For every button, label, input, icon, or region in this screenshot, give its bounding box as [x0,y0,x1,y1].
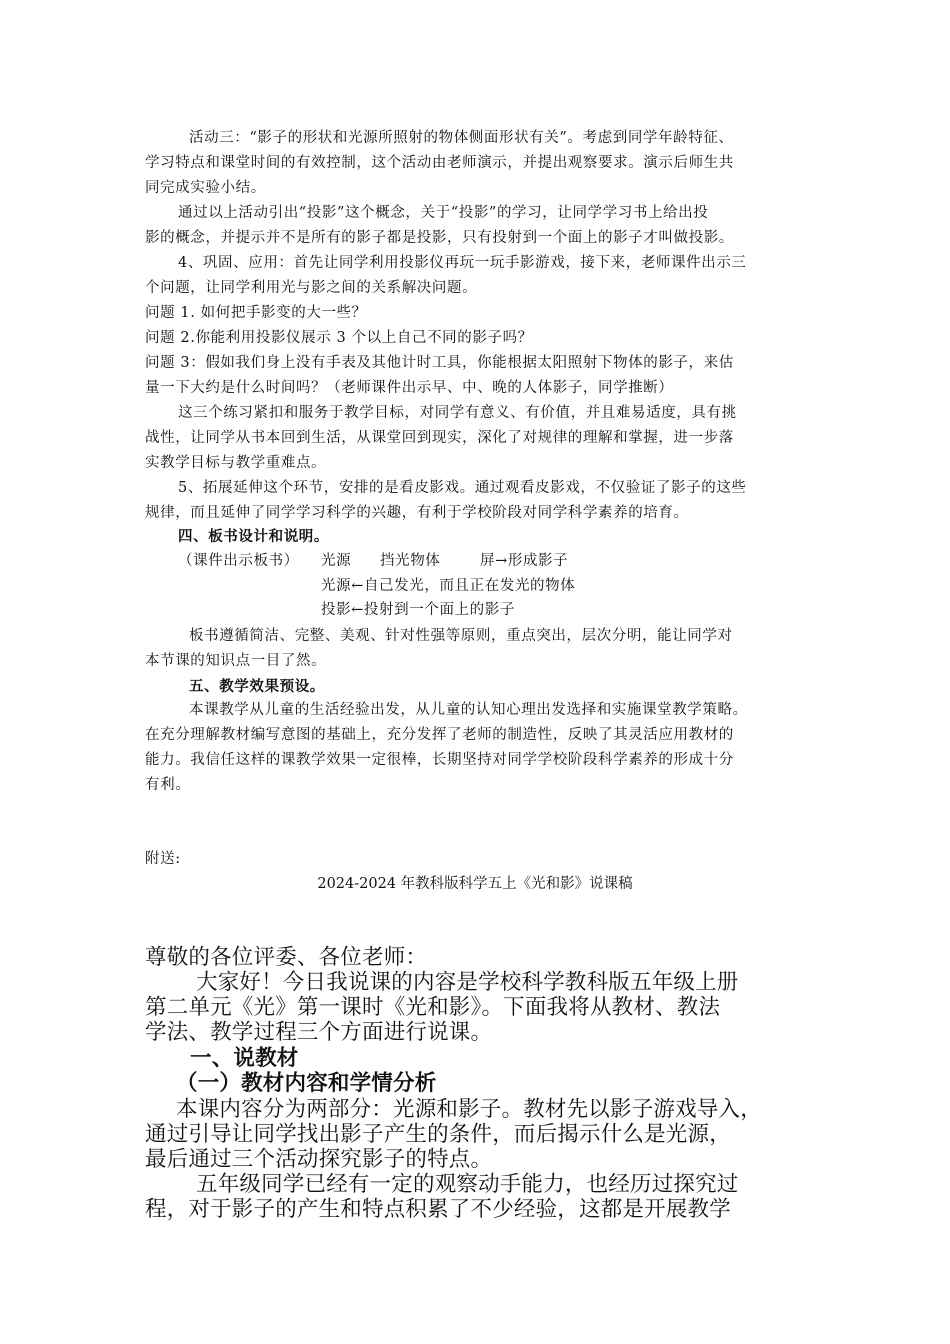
board-note-line1: 板书遵循简洁、完整、美观、针对性强等原则，重点突出，层次分明，能让同学对 [189,628,733,644]
intro-line3: 学法、教学过程三个方面进行说课。 [145,1020,493,1045]
heading-effect: 五、教学效果预设。 [189,678,325,695]
greeting: 尊敬的各位评委、各位老师： [145,945,428,970]
projection-line1: 通过以上活动引出“投影”这个概念，关于“投影”的学习，让同学学习书上给出投 [178,205,709,221]
board-label: （课件出示板书） [178,553,299,569]
analysis-line3: 最后通过三个活动探究影子的特点。 [145,1147,493,1172]
heading-content-analysis: （一）教材内容和学情分析 [176,1071,437,1096]
activity3-line3: 同完成实验小结。 [145,180,266,196]
activity3-line2: 学习特点和课堂时间的有效控制，这个活动由老师演示，并提出观察要求。演示后师生共 [145,155,734,171]
activity3-line1: 活动三：“影子的形状和光源所照射的物体侧面形状有关”。考虑到同学年龄特征、 [189,130,734,146]
board-row3: 投影←投射到一个面上的影子 [321,602,515,618]
exercise-line1: 这三个练习紧扣和服务于教学目标，对同学有意义、有价值，并且难易适度，具有挑 [178,405,737,421]
question-1: 问题 1. 如何把手影变的大一些？ [145,305,367,321]
students-line1: 五年级同学已经有一定的观察动手能力，也经历过探究过 [196,1172,739,1197]
effect-line2: 在充分理解教材编写意图的基础上，充分发挥了老师的制造性，反映了其灵活应用教材的 [145,727,734,743]
board-note-line2: 本节课的知识点一目了然。 [145,653,327,669]
exercise-line3: 实教学目标与教学重难点。 [145,455,327,471]
board-row2: 光源←自己发光，而且正在发光的物体 [321,578,576,594]
consolidate-line2: 个问题，让同学利用光与影之间的关系解决问题。 [145,280,478,296]
analysis-line1: 本课内容分为两部分：光源和影子。教材先以影子游戏导入， [176,1097,762,1122]
intro-line2: 第二单元《光》第一课时《光和影》。下面我将从教材、教法 [145,995,721,1020]
effect-line3: 能力。我信任这样的课教学效果一定很棒，长期坚持对同学学校阶段科学素养的形成十分 [145,752,734,768]
intro-line1: 大家好！今日我说课的内容是学校科学教科版五年级上册 [196,970,739,995]
exercise-line2: 战性，让同学从书本回到生活，从课堂回到现实，深化了对规律的理解和掌握，进一步落 [145,430,734,446]
attachment-label: 附送: [145,851,181,867]
heading-board-design: 四、板书设计和说明。 [178,528,329,545]
heading-textbook: 一、说教材 [190,1046,299,1071]
board-screen: 屏→形成影子 [480,553,569,569]
attachment-title: 2024-2024 年教科版科学五上《光和影》说课稿 [317,876,633,892]
board-light-source: 光源 [321,553,352,569]
projection-line2: 影的概念，并提示并不是所有的影子都是投影，只有投射到一个面上的影子才叫做投影。 [145,230,734,246]
effect-line1: 本课教学从儿童的生活经验出发，从儿童的认知心理出发选择和实施课堂教学策略。 [189,702,748,718]
extension-line1: 5、拓展延伸这个环节，安排的是看皮影戏。通过观看皮影戏，不仅验证了影子的这些 [178,480,747,496]
effect-line4: 有利。 [145,777,191,793]
extension-line2: 规律，而且延伸了同学学习科学的兴趣，有利于学校阶段对同学科学素养的培育。 [145,505,689,521]
analysis-line2: 通过引导让同学找出影子产生的条件，而后揭示什么是光源， [145,1122,731,1147]
board-blocking-object: 挡光物体 [380,553,441,569]
question-3-line2: 量一下大约是什么时间吗？（老师课件出示早、中、晚的人体影子，同学推断） [145,380,674,396]
students-line2: 程，对于影子的产生和特点积累了不少经验，这都是开展教学 [145,1197,731,1222]
question-3-line1: 问题 3：假如我们身上没有手表及其他计时工具，你能根据太阳照射下物体的影子，来估 [145,355,734,371]
consolidate-line1: 4、巩固、应用：首先让同学利用投影仪再玩一玩手影游戏，接下来，老师课件出示三 [178,255,747,271]
question-2: 问题 2.你能利用投影仪展示 3 个以上自己不同的影子吗？ [145,330,533,346]
